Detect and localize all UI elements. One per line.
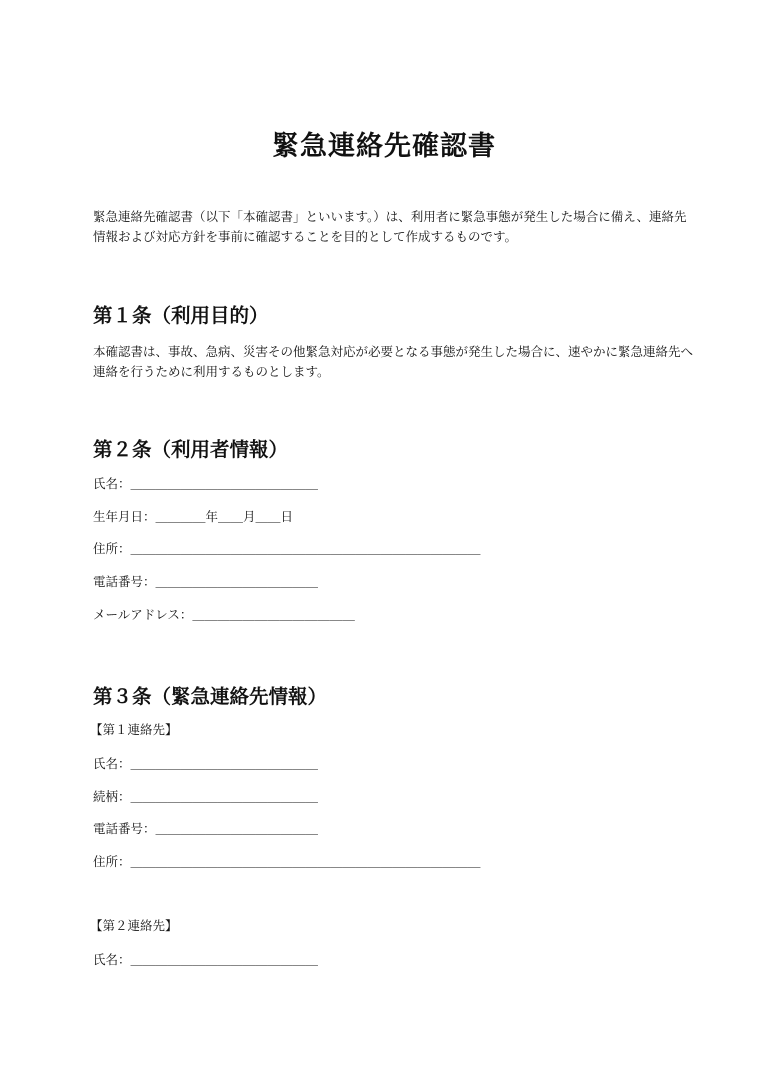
contact2-name-field: 氏名：＿＿＿＿＿＿＿＿＿＿＿＿＿＿＿ (93, 952, 319, 967)
user-address-field: 住所：＿＿＿＿＿＿＿＿＿＿＿＿＿＿＿＿＿＿＿＿＿＿＿＿＿＿＿＿ (93, 541, 481, 556)
article1-heading: 第１条（利用目的） (93, 304, 269, 327)
document-title: 緊急連絡先確認書 (272, 131, 496, 162)
contact2-label: 【第２連絡先】 (90, 918, 178, 933)
article1-body: 本確認書は、事故、急病、災害その他緊急対応が必要となる事態が発生した場合に、速やかに緊急連絡先へ連絡を行うために利用するものとします。 (93, 344, 694, 379)
contact1-address-field: 住所：＿＿＿＿＿＿＿＿＿＿＿＿＿＿＿＿＿＿＿＿＿＿＿＿＿＿＿＿ (93, 854, 481, 869)
user-name-field: 氏名：＿＿＿＿＿＿＿＿＿＿＿＿＿＿＿ (93, 476, 319, 491)
user-email-field: メールアドレス：＿＿＿＿＿＿＿＿＿＿＿＿＿ (93, 607, 355, 622)
article2-heading: 第２条（利用者情報） (93, 438, 289, 461)
intro-paragraph: 緊急連絡先確認書（以下「本確認書」といいます。）は、利用者に緊急事態が発生した場合に備え、連絡先情報および対応方針を事前に確認することを目的として作成するものです。 (93, 209, 687, 244)
user-phone-field: 電話番号：＿＿＿＿＿＿＿＿＿＿＿＿＿ (93, 574, 319, 589)
contact1-relationship-field: 続柄：＿＿＿＿＿＿＿＿＿＿＿＿＿＿＿ (93, 789, 319, 804)
user-birthdate-field: 生年月日：＿＿＿＿年＿＿月＿＿日 (93, 509, 294, 524)
contact1-phone-field: 電話番号：＿＿＿＿＿＿＿＿＿＿＿＿＿ (93, 821, 319, 836)
article3-heading: 第３条（緊急連絡先情報） (93, 685, 328, 708)
contact1-label: 【第１連絡先】 (90, 722, 178, 737)
contact1-name-field: 氏名：＿＿＿＿＿＿＿＿＿＿＿＿＿＿＿ (93, 756, 319, 771)
